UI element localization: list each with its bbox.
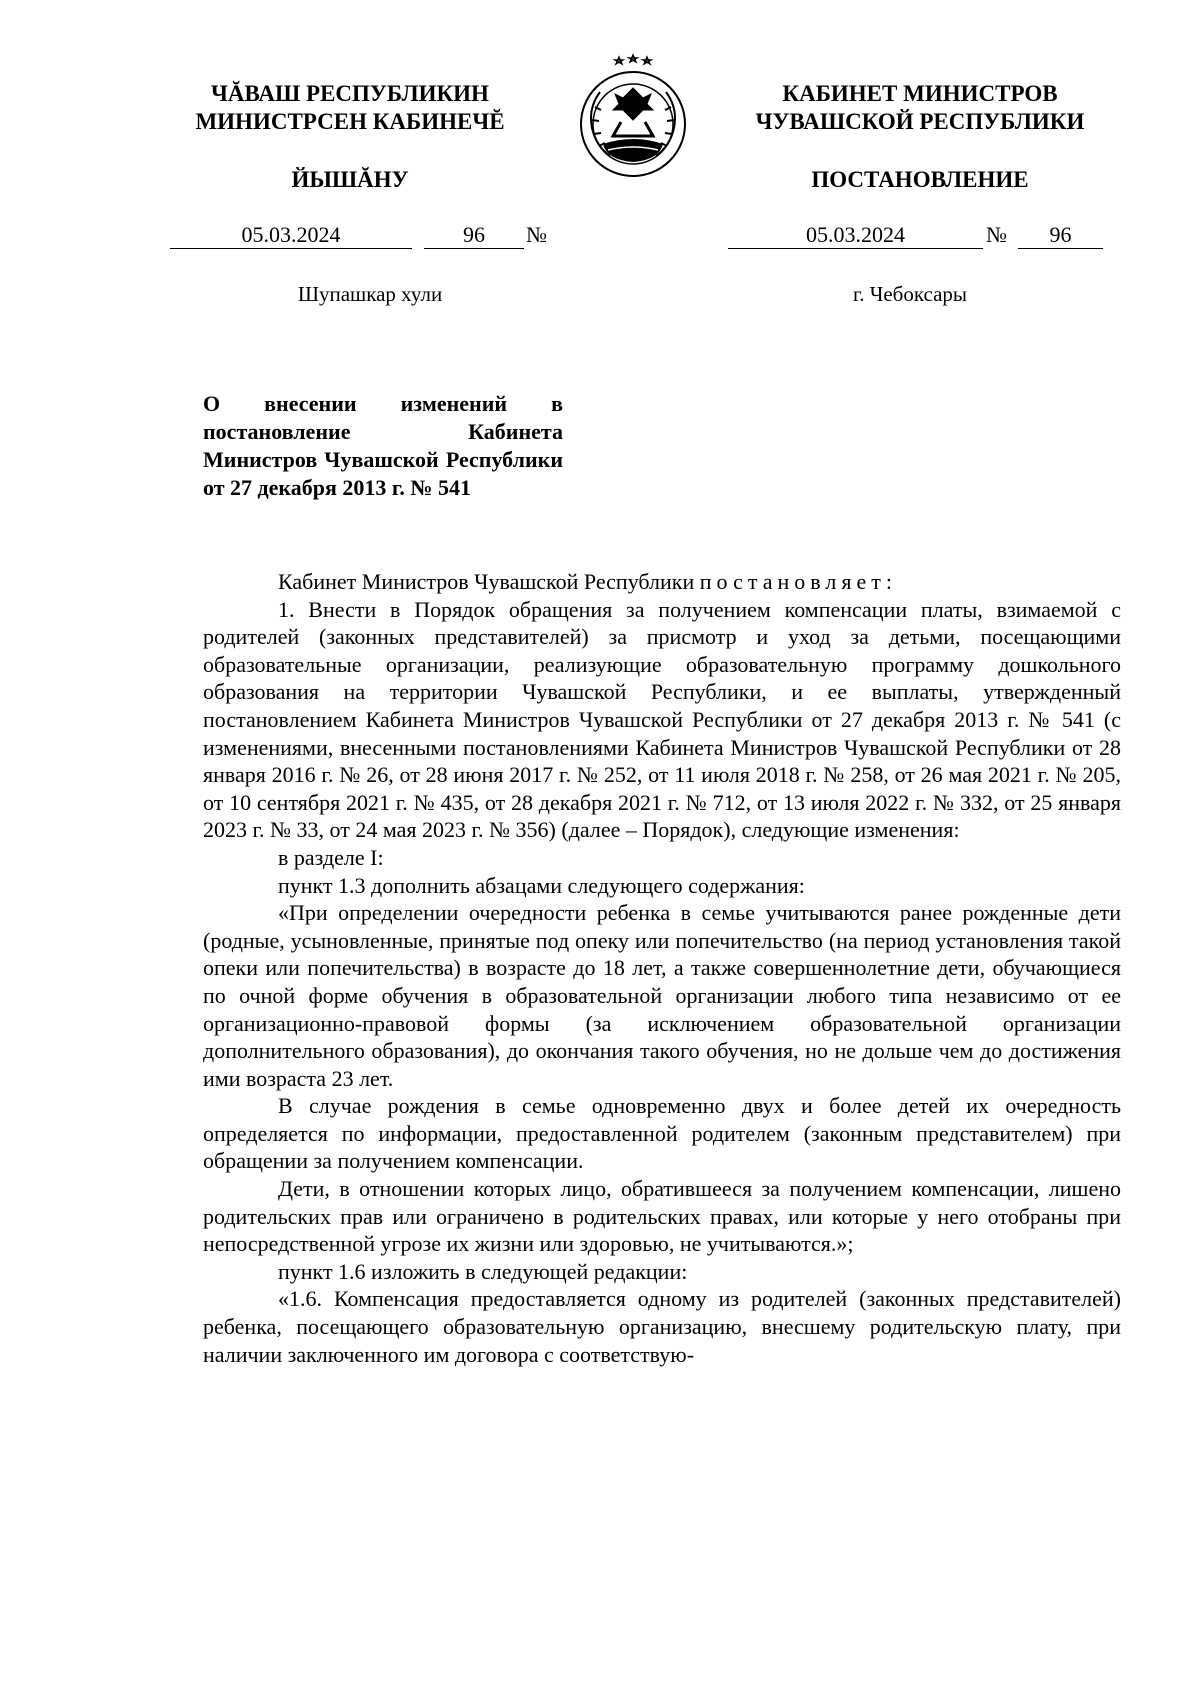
right-date: 05.03.2024 <box>728 222 983 249</box>
header-left-line2: МИНИСТРСЕН КАБИНЕЧĔ <box>195 109 505 134</box>
city-left: Шупашкар хули <box>297 282 443 306</box>
header-left-block <box>160 80 540 194</box>
header-right-block <box>710 80 1130 194</box>
header-left-line1: ЧĂВАШ РЕСПУБЛИКИН <box>211 81 489 106</box>
body-paragraph: 1. Внести в Порядок обращения за получением компенсации платы, взимаемой с родителей (законных представителей) за присмотр и уход за детьми, посещающими образовательные организации, реализующие образовательную программу дошкольного образования на территории Чувашской Республики, и ее выплаты, утвержденный постановлением Кабинета Министров Чувашской Республики от 27 декабря 2013 г. № 541 (с изменениями, внесенными постановлениями Кабинета Министров Чувашской Республики от 28 января 2016 г. № 26, от 28 июня 2017 г. № 252, от 11 июля 2018 г. № 258, от 26 мая 2021 г. № 205, от 10 сентября 2021 г. № 435, от 28 декабря 2021 г. № 712, от 13 июля 2022 г. № 332, от 25 января 2023 г. № 33, от 24 мая 2023 г. № 356) (далее – Порядок), следующие изменения: <box>203 596 1121 843</box>
body-paragraph: Дети, в отношении которых лицо, обратившееся за получением компенсации, лишено родительских прав или ограничено в родительских правах, или которые у него отобраны при непосредственной угрозе их жизни или здоровью, не учитываются.»; <box>203 1176 1121 1257</box>
body-paragraph: «При определении очередности ребенка в семье учитываются ранее рожденные дети (родные, усыновленные, принятые под опеку или попечительство (на период установления такой опеки или попечительства) в возрасте до 18 лет, а также совершеннолетние дети, обучающиеся по очной форме обучения в образовательной организации любого типа независимо от ее организационно-правовой формы (за исключением образовательной организации дополнительного образования), до окончания такого обучения, но не дольше чем до достижения ими возраста 23 лет. <box>203 900 1121 1091</box>
number-line-left <box>170 222 550 252</box>
body-paragraph: пункт 1.3 дополнить абзацами следующего содержания: <box>278 872 805 898</box>
left-number: 96 <box>424 222 524 249</box>
document-body <box>203 568 1121 1368</box>
city-right: г. Чебоксары <box>852 282 968 306</box>
body-paragraph: пункт 1.6 изложить в следующей редакции: <box>278 1258 688 1284</box>
document-subject: О внесении изменений в постановление Кабинета Министров Чувашской Республики от 27 декабря 2013 г. № 541 <box>203 391 563 500</box>
body-paragraph: В случае рождения в семье одновременно двух и более детей их очередность определяется по информации, предоставленной родителем (законным представителем) при обращении за получением компенсации. <box>203 1093 1121 1174</box>
number-line-right <box>728 222 1128 252</box>
intro-prefix: Кабинет Министров Чувашской Республики <box>278 569 700 594</box>
left-date: 05.03.2024 <box>170 222 412 249</box>
right-no-sign: № <box>986 222 1007 247</box>
coat-of-arms-icon <box>568 52 698 182</box>
header-left-doc-type: ЙЫШĂНУ <box>291 167 409 192</box>
right-number: 96 <box>1018 222 1103 249</box>
body-paragraph: «1.6. Компенсация предоставляется одному из родителей (законных представителей) ребенка, посещающего образовательную организацию, внесшему родительскую плату, при наличии заключенного им договора с соответствую- <box>203 1286 1121 1367</box>
header-right-line1: КАБИНЕТ МИНИСТРОВ <box>782 81 1058 106</box>
emblem-stars <box>615 55 651 64</box>
body-intro <box>203 568 1121 596</box>
intro-decree: постановляет: <box>699 569 897 594</box>
header-right-doc-type: ПОСТАНОВЛЕНИЕ <box>811 167 1029 192</box>
body-paragraph: в разделе I: <box>278 844 384 870</box>
header-right-line2: ЧУВАШСКОЙ РЕСПУБЛИКИ <box>755 109 1085 134</box>
left-no-sign: № <box>526 222 547 247</box>
